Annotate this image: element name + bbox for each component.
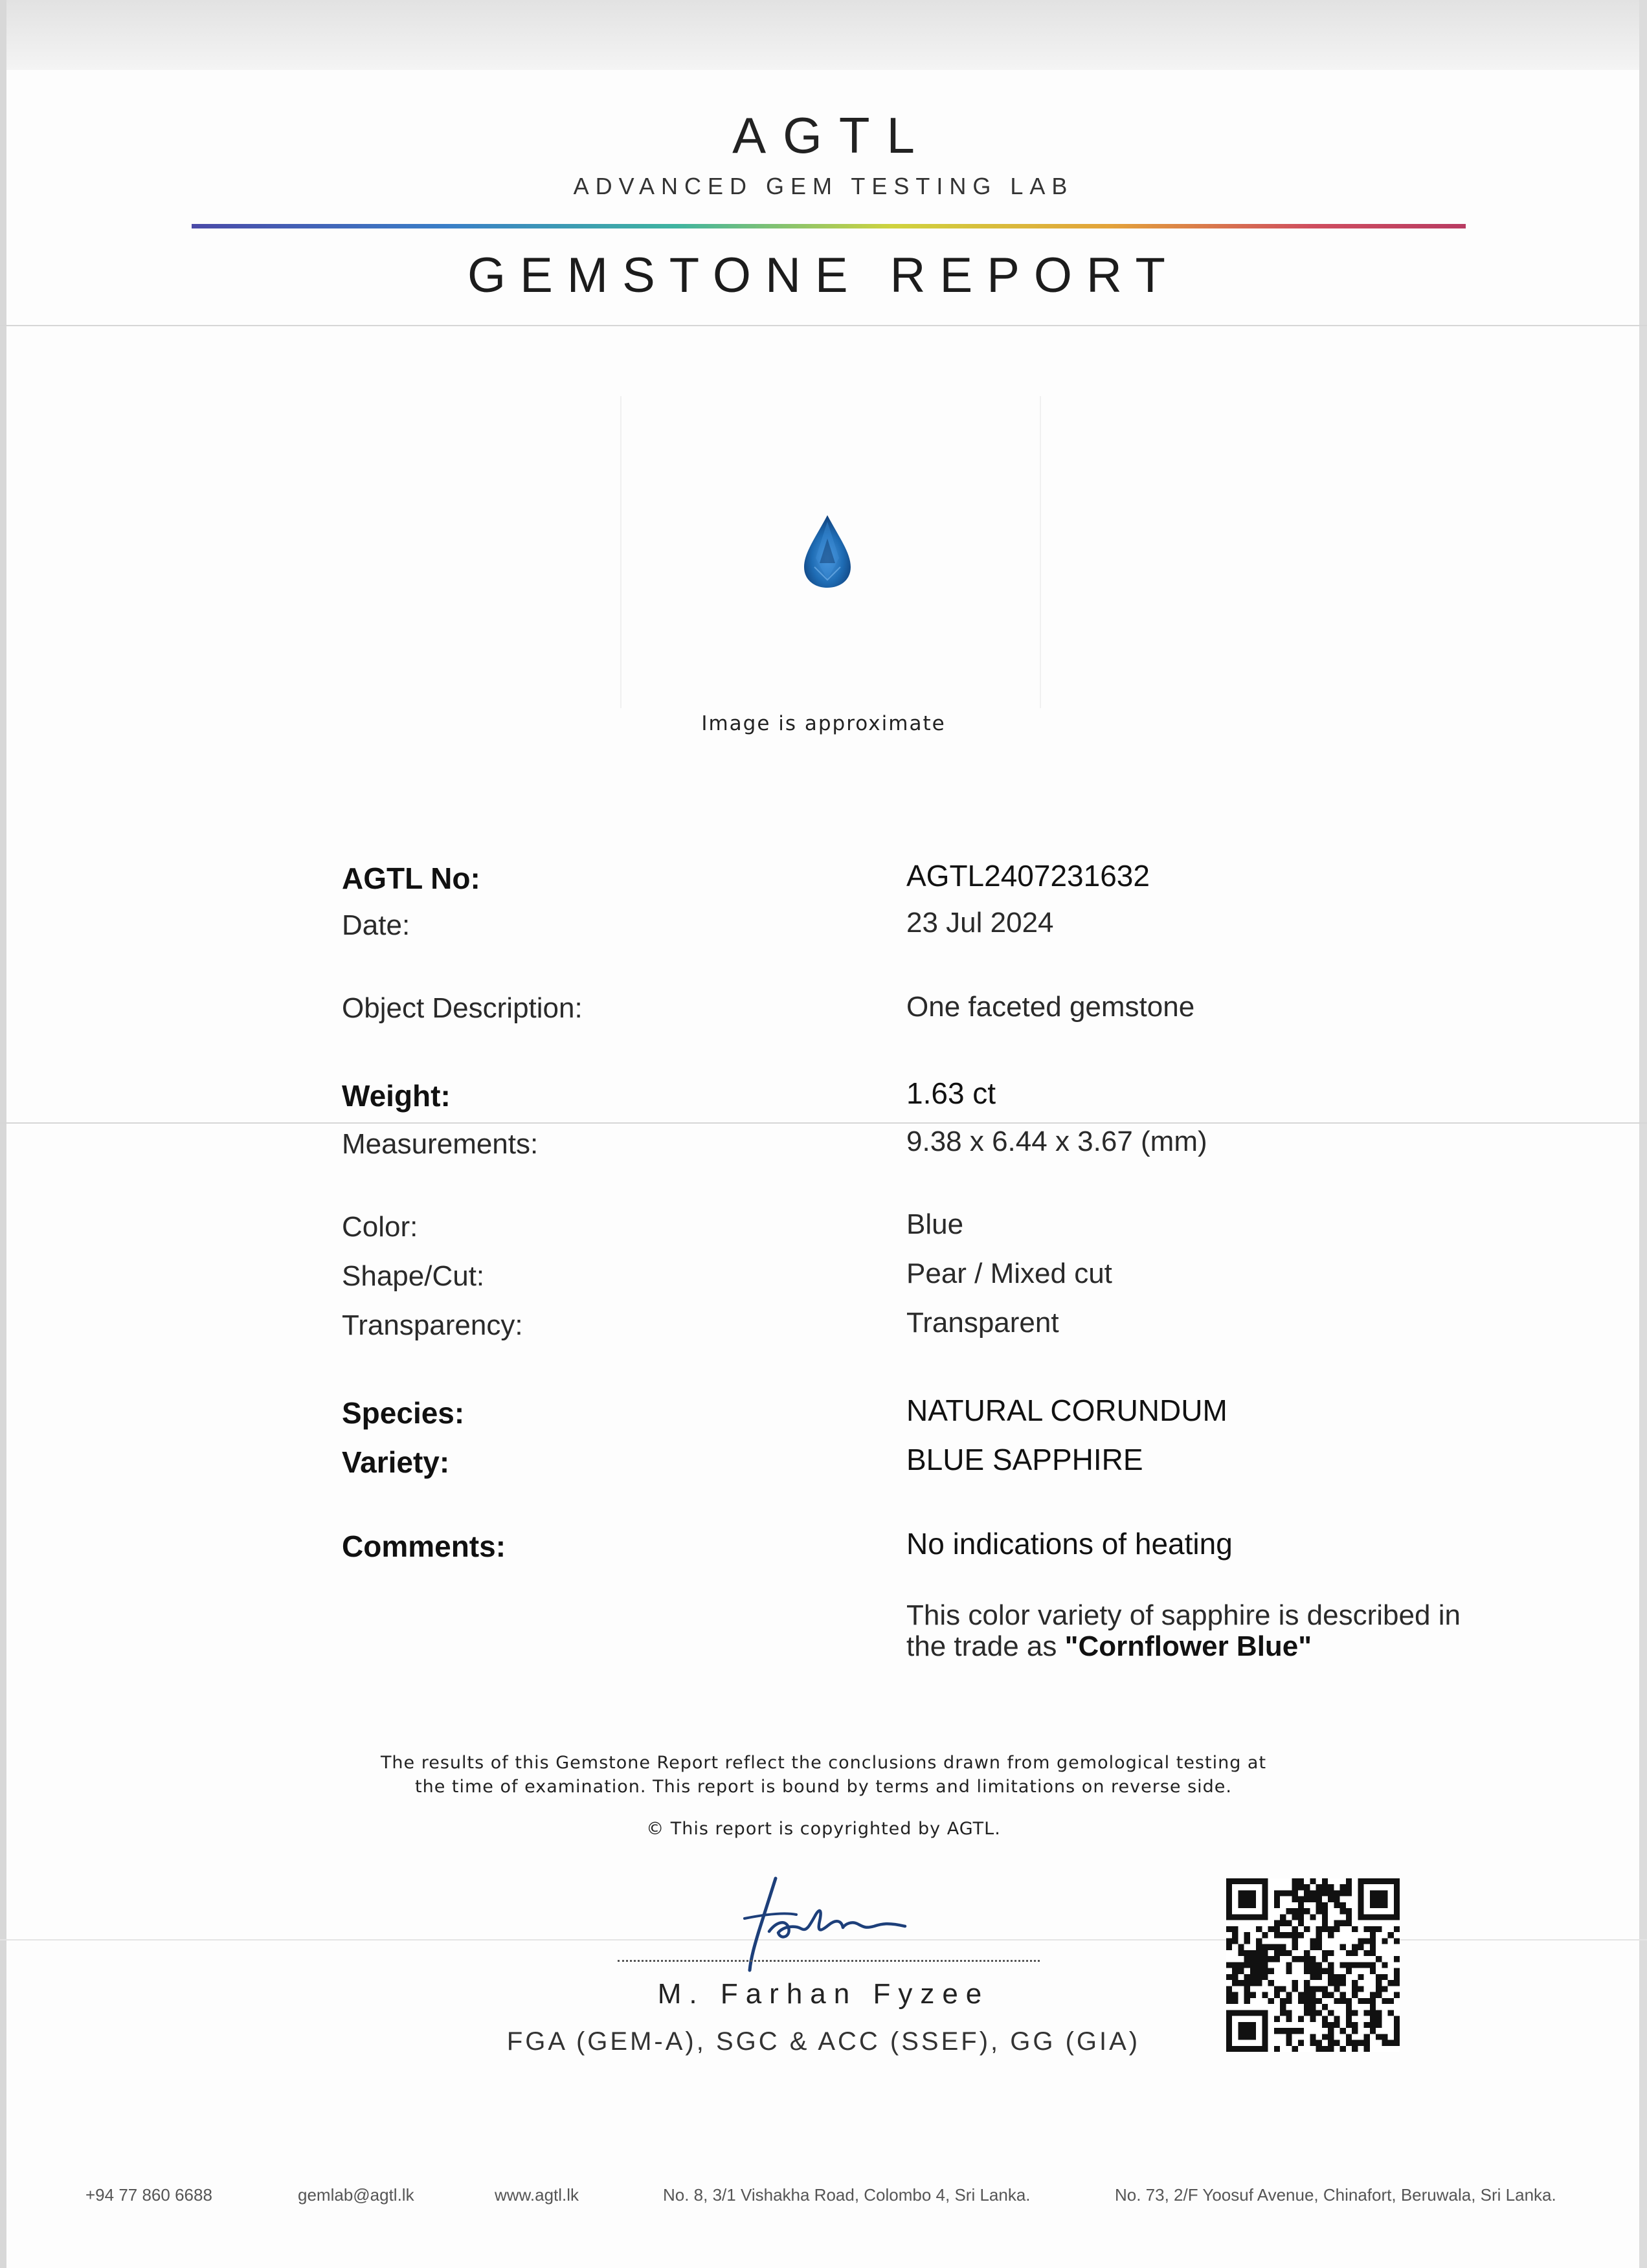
lab-brand: AGTL (732, 107, 932, 164)
shape-cut-label: Shape/Cut: (342, 1260, 485, 1292)
copyright-notice: © This report is copyrighted by AGTL. (646, 1819, 1001, 1839)
scan-top-band (0, 0, 1647, 70)
agtl-no-label: AGTL No: (342, 862, 480, 895)
report-disclaimer (0, 1751, 1647, 1799)
species-value: NATURAL CORUNDUM (906, 1394, 1227, 1427)
fold-line (0, 325, 1647, 326)
scan-left-edge (0, 0, 6, 2268)
date-label: Date: (342, 909, 410, 941)
variety-value: BLUE SAPPHIRE (906, 1443, 1143, 1476)
shape-cut-value: Pear / Mixed cut (906, 1258, 1112, 1289)
transparency-label: Transparency: (342, 1309, 523, 1341)
object-description-label: Object Description: (342, 992, 583, 1024)
trade-note-text: This color variety of sapphire is described in the trade as (906, 1599, 1461, 1662)
disclaimer-line-2: the time of examination. This report is bound by terms and limitations on reverse side. (415, 1777, 1232, 1797)
weight-value: 1.63 ct (906, 1076, 996, 1110)
footer-phone: +94 77 860 6688 (85, 2185, 212, 2205)
footer-address-beruwala: No. 73, 2/F Yoosuf Avenue, Chinafort, Beruwala, Sri Lanka. (1115, 2185, 1556, 2205)
weight-label: Weight: (342, 1079, 451, 1113)
comments-value: No indications of heating (906, 1527, 1233, 1561)
handwritten-signature (719, 1869, 926, 1973)
disclaimer-line-1: The results of this Gemstone Report reflect the conclusions drawn from gemological testing at (380, 1753, 1267, 1773)
report-title: GEMSTONE REPORT (467, 248, 1180, 303)
comments-label: Comments: (342, 1529, 506, 1563)
lab-header (0, 107, 1647, 199)
trade-name-note (906, 1600, 1489, 1662)
color-label: Color: (342, 1211, 418, 1243)
pear-gemstone-image (801, 513, 853, 590)
qr-code-icon (1226, 1878, 1400, 2052)
spectrum-divider (192, 224, 1466, 228)
lab-full-name: ADVANCED GEM TESTING LAB (573, 173, 1074, 199)
species-label: Species: (342, 1396, 465, 1430)
date-value: 23 Jul 2024 (906, 907, 1054, 939)
object-description-value: One faceted gemstone (906, 991, 1195, 1023)
color-value: Blue (906, 1208, 964, 1240)
signatory-credentials: FGA (GEM-A), SGC & ACC (SSEF), GG (GIA) (506, 2027, 1141, 2056)
image-caption: Image is approximate (701, 712, 946, 735)
transparency-value: Transparent (906, 1307, 1059, 1339)
agtl-no-value: AGTL2407231632 (906, 859, 1150, 893)
footer-address-colombo: No. 8, 3/1 Vishakha Road, Colombo 4, Sri Lanka. (663, 2185, 1031, 2205)
fold-line (0, 1122, 1647, 1124)
footer-email: gemlab@agtl.lk (298, 2185, 414, 2205)
variety-label: Variety: (342, 1445, 450, 1479)
measurements-label: Measurements: (342, 1128, 539, 1160)
trade-name-highlight: "Cornflower Blue" (1064, 1630, 1312, 1662)
measurements-value: 9.38 x 6.44 x 3.67 (mm) (906, 1126, 1207, 1157)
scan-right-edge (1639, 0, 1647, 2268)
footer-website: www.agtl.lk (495, 2185, 579, 2205)
signatory-name: M. Farhan Fyzee (657, 1978, 990, 2010)
signature-line (618, 1960, 1040, 1962)
